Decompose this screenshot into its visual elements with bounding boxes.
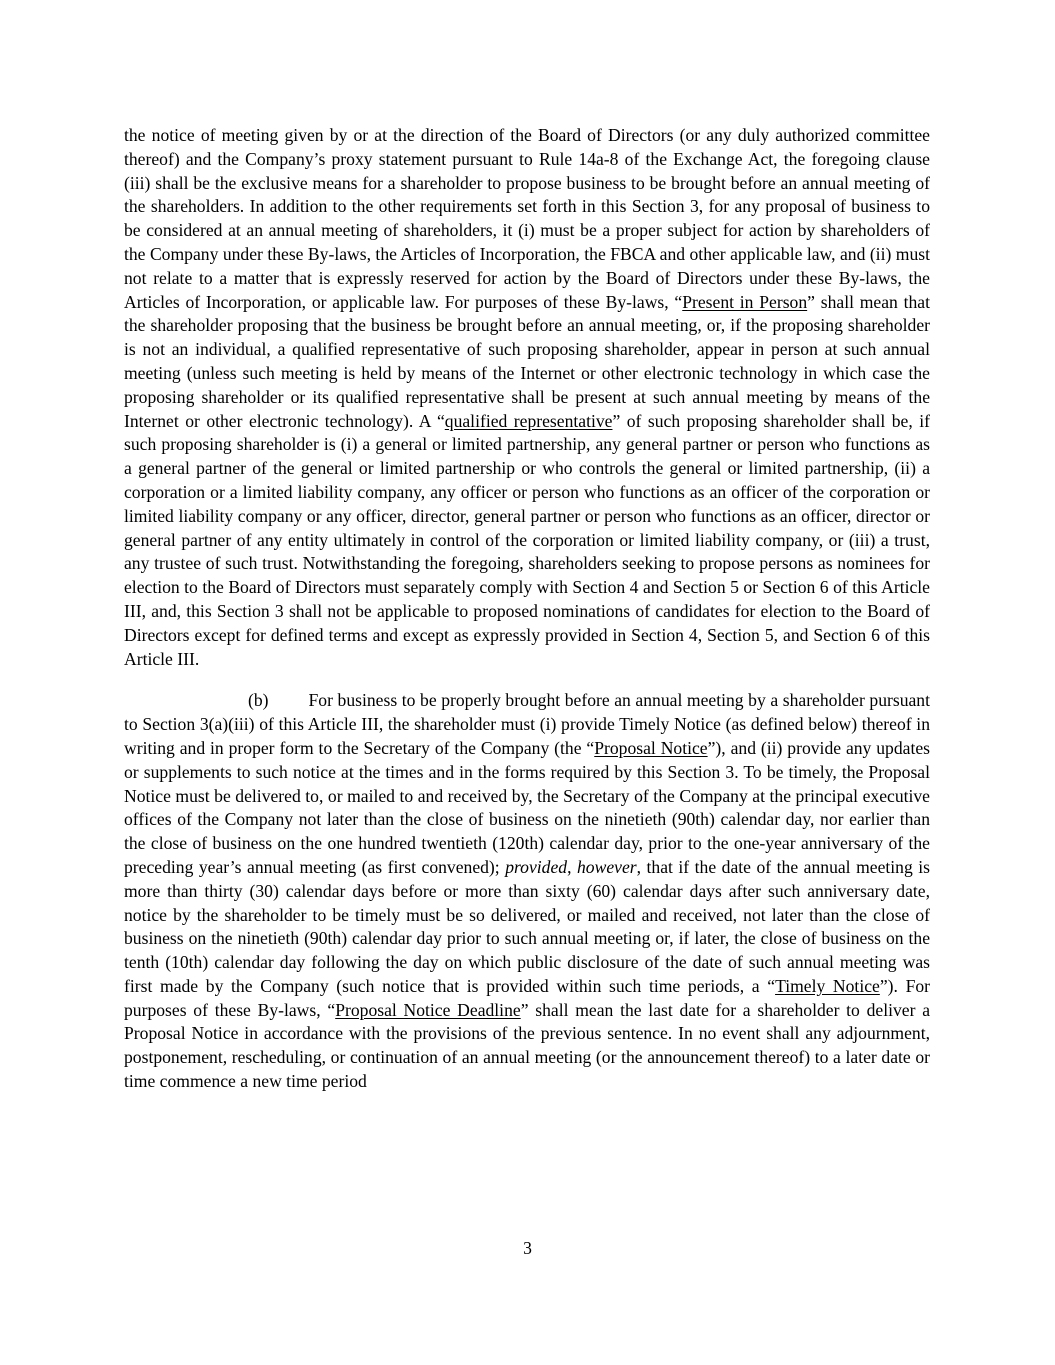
italic-however: however [577,856,637,877]
paragraph-a-text-1: the notice of meeting given by or at the direction of the Board of Directors (or any duly authorized committee thereof) and the Company’s proxy statement pursuant to Rule 14a-8 of the Exchange Act, the foregoing clause (iii) shall be the exclusive means for a shareholder to propose business to be brought before an annual meeting of the shareholders. In addition to the other requirements set forth in this Section 3, for any proposal of business to be considered at an annual meeting of shareholders, it (i) must be a proper subject for action by shareholders of the Company under these By-laws, the Articles of Incorporation, the FBCA and other applicable law, and (ii) must not relate to a matter that is expressly reserved for action by the Board of Directors under these By-laws, the Articles of Incorporation, or applicable law. For purposes of these By-laws, “ [124,125,930,312]
paragraph-a [124,124,930,671]
paragraph-b-text-1: For business to be properly brought before an annual meeting by a shareholder pursuant to Section 3(a)(iii) of this Article III, the shareholder must (i) provide Timely Notice (as defined below) thereof in writing and in proper form to the Secretary of the Company (the “ [124,690,930,758]
page-number: 3 [523,1238,532,1258]
defined-term-qualified-representative: qualified representative [444,410,613,431]
italic-provided: provided [505,856,568,877]
body-text [124,124,930,1094]
paragraph-b-text-4: , that if the date of the annual meeting is more than thirty (30) calendar days before or more than sixty (60) calendar days after such anniversary date, notice by the shareholder to be timely must be so delivered, or mailed and received, not later than the close of business on the ninetieth (90th) calendar day prior to such annual meeting or, if later, the close of business on the tenth (10th) calendar day following the day on which public disclosure of the date of such annual meeting was first made by the Company (such notice that is provided within such time periods, a “ [124,856,930,996]
paragraph-b-label: (b) [248,690,269,711]
paragraph-b-text-5: ”). For purposes of these By-laws, “ [124,975,931,1020]
paragraph-b [124,689,930,1094]
paragraph-b-text-2: ”), and (ii) provide any updates or supplements to such notice at the times and in the forms required by this Section 3. To be timely, the Proposal Notice must be delivered to, or mailed to and received by, the Secretary of the Company at the principal executive offices of the Company not later than the close of business on the ninetieth (90th) calendar day, nor earlier than the close of business on the one hundred twentieth (120th) calendar day, prior to the one-year anniversary of the preceding year’s annual meeting (as first convened); [124,737,931,877]
paragraph-b-text-6: ” shall mean the last date for a shareholder to deliver a Proposal Notice in accordance with the provisions of the previous sentence. In no event shall any adjournment, postponement, rescheduling, or continuation of an annual meeting (or the announcement thereof) to a later date or time commence a new time period [124,999,931,1092]
defined-term-proposal-notice: Proposal Notice [594,737,708,758]
defined-term-timely-notice: Timely Notice [775,975,880,996]
paragraph-b-text-3: , [567,856,577,877]
paragraph-a-text-2: ” shall mean that the shareholder proposing that the business be brought before an annual meeting, or, if the proposing shareholder is not an individual, a qualified representative of such proposing shareholder, appear in person at such annual meeting (unless such meeting is held by means of the Internet or other electronic technology in which case the proposing shareholder or its qualified representative shall be present at such annual meeting by means of the Internet or other electronic technology). A “ [124,291,930,431]
paragraph-a-text-3: ” of such proposing shareholder shall be, if such proposing shareholder is (i) a general or limited partnership, any general partner or person who functions as a general partner of the general or limited partnership or who controls the general or limited partnership, (ii) a corporation or a limited liability company, any officer or person who functions as an officer of the corporation or limited liability company or any officer, director, general partner or person who functions as an officer, director or general partner of any entity ultimately in control of the corporation or limited liability company, or (iii) a trust, any trustee of such trust. Notwithstanding the foregoing, shareholders seeking to propose persons as nominees for election to the Board of Directors must separately comply with Section 4 and Section 5 or Section 6 of this Article III, and, this Section 3 shall not be applicable to proposed nominations of candidates for election to the Board of Directors except for defined terms and except as expressly provided in Section 4, Section 5, and Section 6 of this Article III. [124,410,930,669]
defined-term-proposal-notice-deadline: Proposal Notice Deadline [335,999,521,1020]
defined-term-present-in-person: Present in Person [682,291,808,312]
